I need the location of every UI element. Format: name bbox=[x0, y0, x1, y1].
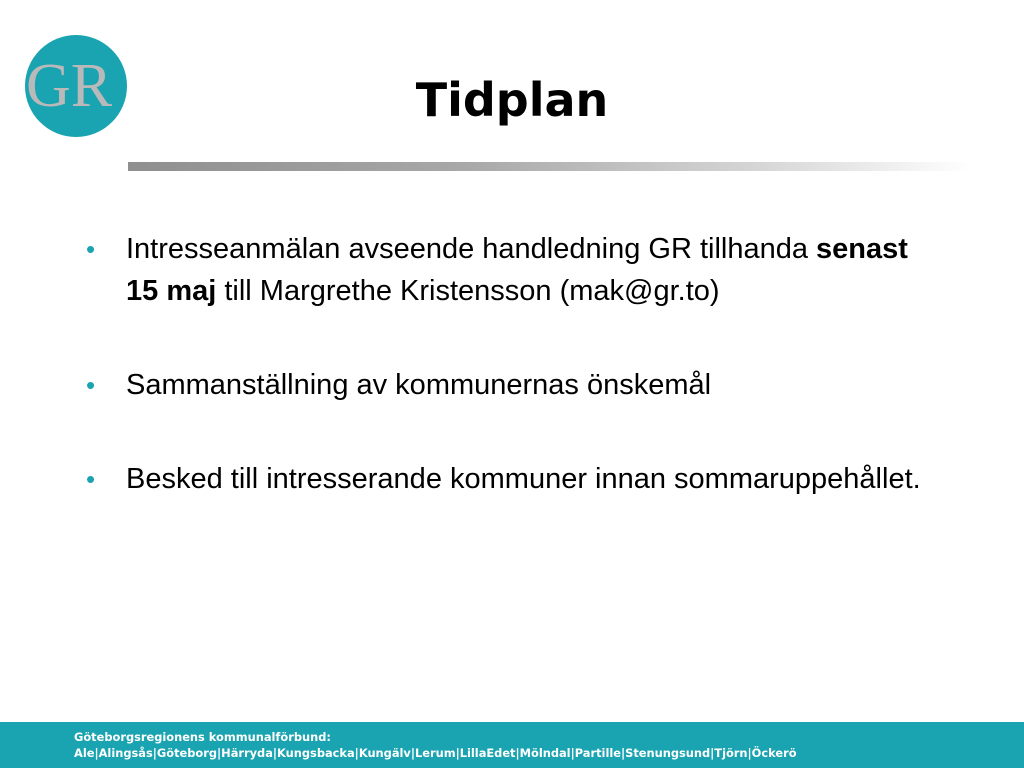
bullet-1-deadline: senast 15 maj bbox=[126, 233, 908, 307]
bullet-icon: • bbox=[86, 370, 96, 400]
bullet-list bbox=[86, 228, 946, 500]
bullet-item-2 bbox=[86, 364, 946, 406]
bullet-icon: • bbox=[86, 464, 96, 494]
bullet-1-text-c: till Margrethe Kristensson (mak@gr.to) bbox=[216, 275, 720, 307]
bullet-3-text: Besked till intresserande kommuner innan sommaruppehållet. bbox=[126, 463, 921, 495]
bullet-1-text-a: Intresseanmälan avseende handledning GR tillhanda bbox=[126, 233, 817, 265]
slide-title: Tidplan bbox=[415, 73, 609, 127]
bullet-item-3 bbox=[86, 458, 946, 500]
title-divider bbox=[128, 162, 972, 171]
bullet-2-text: Sammanställning av kommunernas önskemål bbox=[126, 369, 712, 401]
footer-bar bbox=[0, 722, 1024, 768]
footer-member-list: Ale|Alingsås|Göteborg|Härryda|Kungsbacka|Kungälv|Lerum|LillaEdet|Mölndal|Partille|Stenungsund|Tjörn|Öckerö bbox=[74, 746, 797, 760]
footer-org-name: Göteborgsregionens kommunalförbund: bbox=[74, 730, 331, 744]
bullet-icon: • bbox=[86, 234, 96, 264]
gr-logo-text: GR bbox=[26, 52, 113, 120]
bullet-item-1 bbox=[86, 228, 946, 312]
